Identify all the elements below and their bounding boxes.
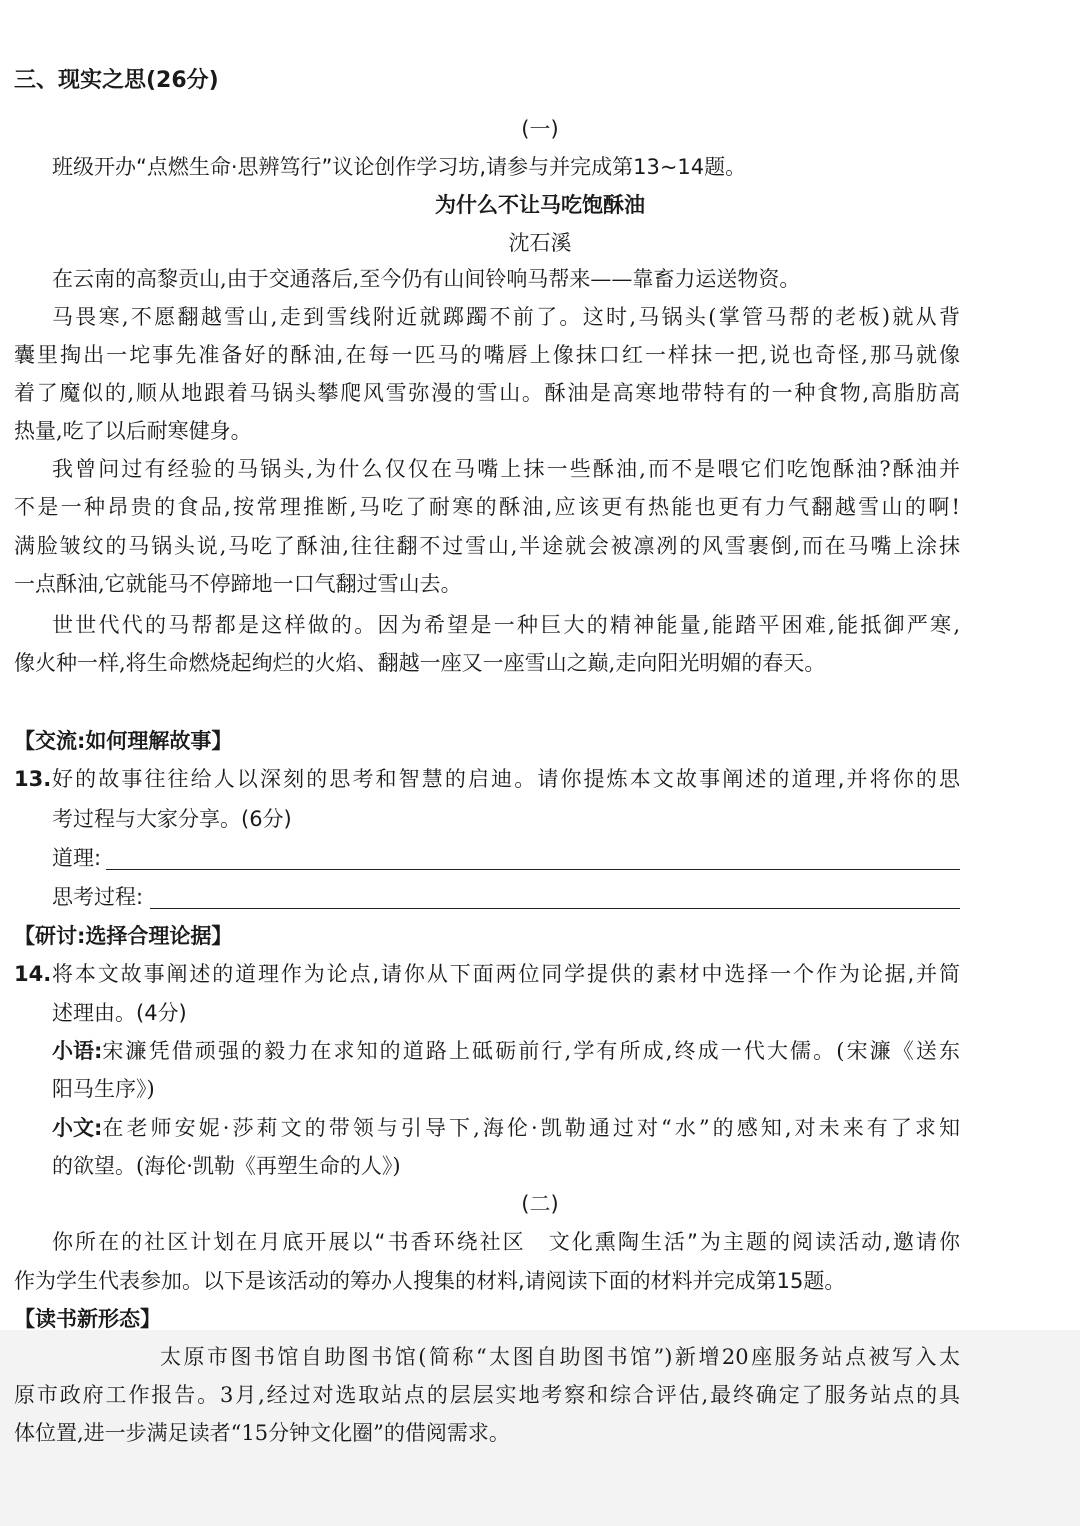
part2-heading: 【读书新形态】 <box>14 1307 161 1331</box>
article-author: 沈石溪 <box>508 231 572 255</box>
q14-text: 将本文故事阐述的道理作为论点,请你从下面两位同学提供的素材中选择一个作为论据,并简 <box>52 962 960 986</box>
q14-number: 14. <box>14 962 52 986</box>
part1-label: (一) <box>521 117 559 141</box>
article-line: 囊里掏出一坨事先准备好的酥油,在每一匹马的嘴唇上像抹口红一样抹一把,说也奇怪,那马就像 <box>14 343 960 367</box>
section-title: 三、现实之思(26分) <box>14 68 219 93</box>
part2-intro: 作为学生代表参加。以下是该活动的筹办人搜集的材料,请阅读下面的材料并完成第15题。 <box>14 1269 846 1293</box>
exchange-heading: 【交流:如何理解故事】 <box>14 729 233 753</box>
part2-label: (二) <box>521 1192 559 1216</box>
article-line: 热量,吃了以后耐寒健身。 <box>14 419 252 443</box>
article-line: 在云南的高黎贡山,由于交通落后,至今仍有山间铃响马帮来——靠畜力运送物资。 <box>52 267 801 291</box>
material-line: 体位置,进一步满足读者“15分钟文化圈”的借阅需求。 <box>14 1421 510 1445</box>
q13-field-label: 思考过程: <box>52 885 144 909</box>
article-line: 满脸皱纹的马锅头说,马吃了酥油,往往翻不过雪山,半途就会被凛冽的风雪裹倒,而在马嘴上涂抹 <box>14 534 960 558</box>
article-line: 像火种一样,将生命燃烧起绚烂的火焰、翻越一座又一座雪山之巅,走向阳光明媚的春天。 <box>14 651 826 675</box>
q13-text: 好的故事往往给人以深刻的思考和智慧的启迪。请你提炼本文故事阐述的道理,并将你的思 <box>52 767 960 791</box>
article-line: 着了魔似的,顺从地跟着马锅头攀爬风雪弥漫的雪山。酥油是高寒地带特有的一种食物,高脂肪高 <box>14 381 960 405</box>
q13-text: 考过程与大家分享。(6分) <box>52 807 292 831</box>
article-line: 一点酥油,它就能马不停蹄地一口气翻过雪山去。 <box>14 572 462 596</box>
article-line: 世世代代的马帮都是这样做的。因为希望是一种巨大的精神能量,能踏平困难,能抵御严寒, <box>52 613 960 637</box>
material-line: 原市政府工作报告。3月,经过对选取站点的层层实地考察和综合评估,最终确定了服务站点的具 <box>14 1383 960 1407</box>
article-line: 不是一种昂贵的食品,按常理推断,马吃了耐寒的酥油,应该更有热能也更有力气翻越雪山的啊! <box>14 495 960 519</box>
q13-number: 13. <box>14 767 52 791</box>
xiaowen-text: 的欲望。(海伦·凯勒《再塑生命的人》) <box>52 1154 401 1178</box>
xiaoyu-text: 宋濂凭借顽强的毅力在求知的道路上砥砺前行,学有所成,终成一代大儒。(宋濂《送东 <box>102 1039 960 1063</box>
xiaoyu-label: 小语: <box>52 1039 103 1063</box>
xiaowen-material <box>52 1115 960 1141</box>
article-line: 马畏寒,不愿翻越雪山,走到雪线附近就踯躅不前了。这时,马锅头(掌管马帮的老板)就从背 <box>52 305 960 329</box>
part2-intro: 你所在的社区计划在月底开展以“书香环绕社区 文化熏陶生活”为主题的阅读活动,邀请你 <box>52 1230 960 1254</box>
q13-answer-line-1[interactable] <box>106 869 960 870</box>
xiaowen-label: 小文: <box>52 1116 103 1140</box>
article-line: 我曾问过有经验的马锅头,为什么仅仅在马嘴上抹一些酥油,而不是喂它们吃饱酥油?酥油并 <box>52 457 960 481</box>
xiaowen-text: 在老师安妮·莎莉文的带领与引导下,海伦·凯勒通过对“水”的感知,对未来有了求知 <box>102 1116 960 1140</box>
q13-field-label: 道理: <box>52 846 102 870</box>
part1-intro: 班级开办“点燃生命·思辨笃行”议论创作学习坊,请参与并完成第13~14题。 <box>52 155 747 179</box>
article-title: 为什么不让马吃饱酥油 <box>435 193 645 217</box>
xiaoyu-text: 阳马生序》) <box>52 1077 155 1101</box>
material-line: 太原市图书馆自助图书馆(简称“太图自助图书馆”)新增20座服务站点被写入太 <box>160 1345 960 1369</box>
q14-text: 述理由。(4分) <box>52 1001 187 1025</box>
q13-answer-line-2[interactable] <box>150 908 960 909</box>
discuss-heading: 【研讨:选择合理论据】 <box>14 924 233 948</box>
xiaoyu-material <box>52 1038 960 1064</box>
